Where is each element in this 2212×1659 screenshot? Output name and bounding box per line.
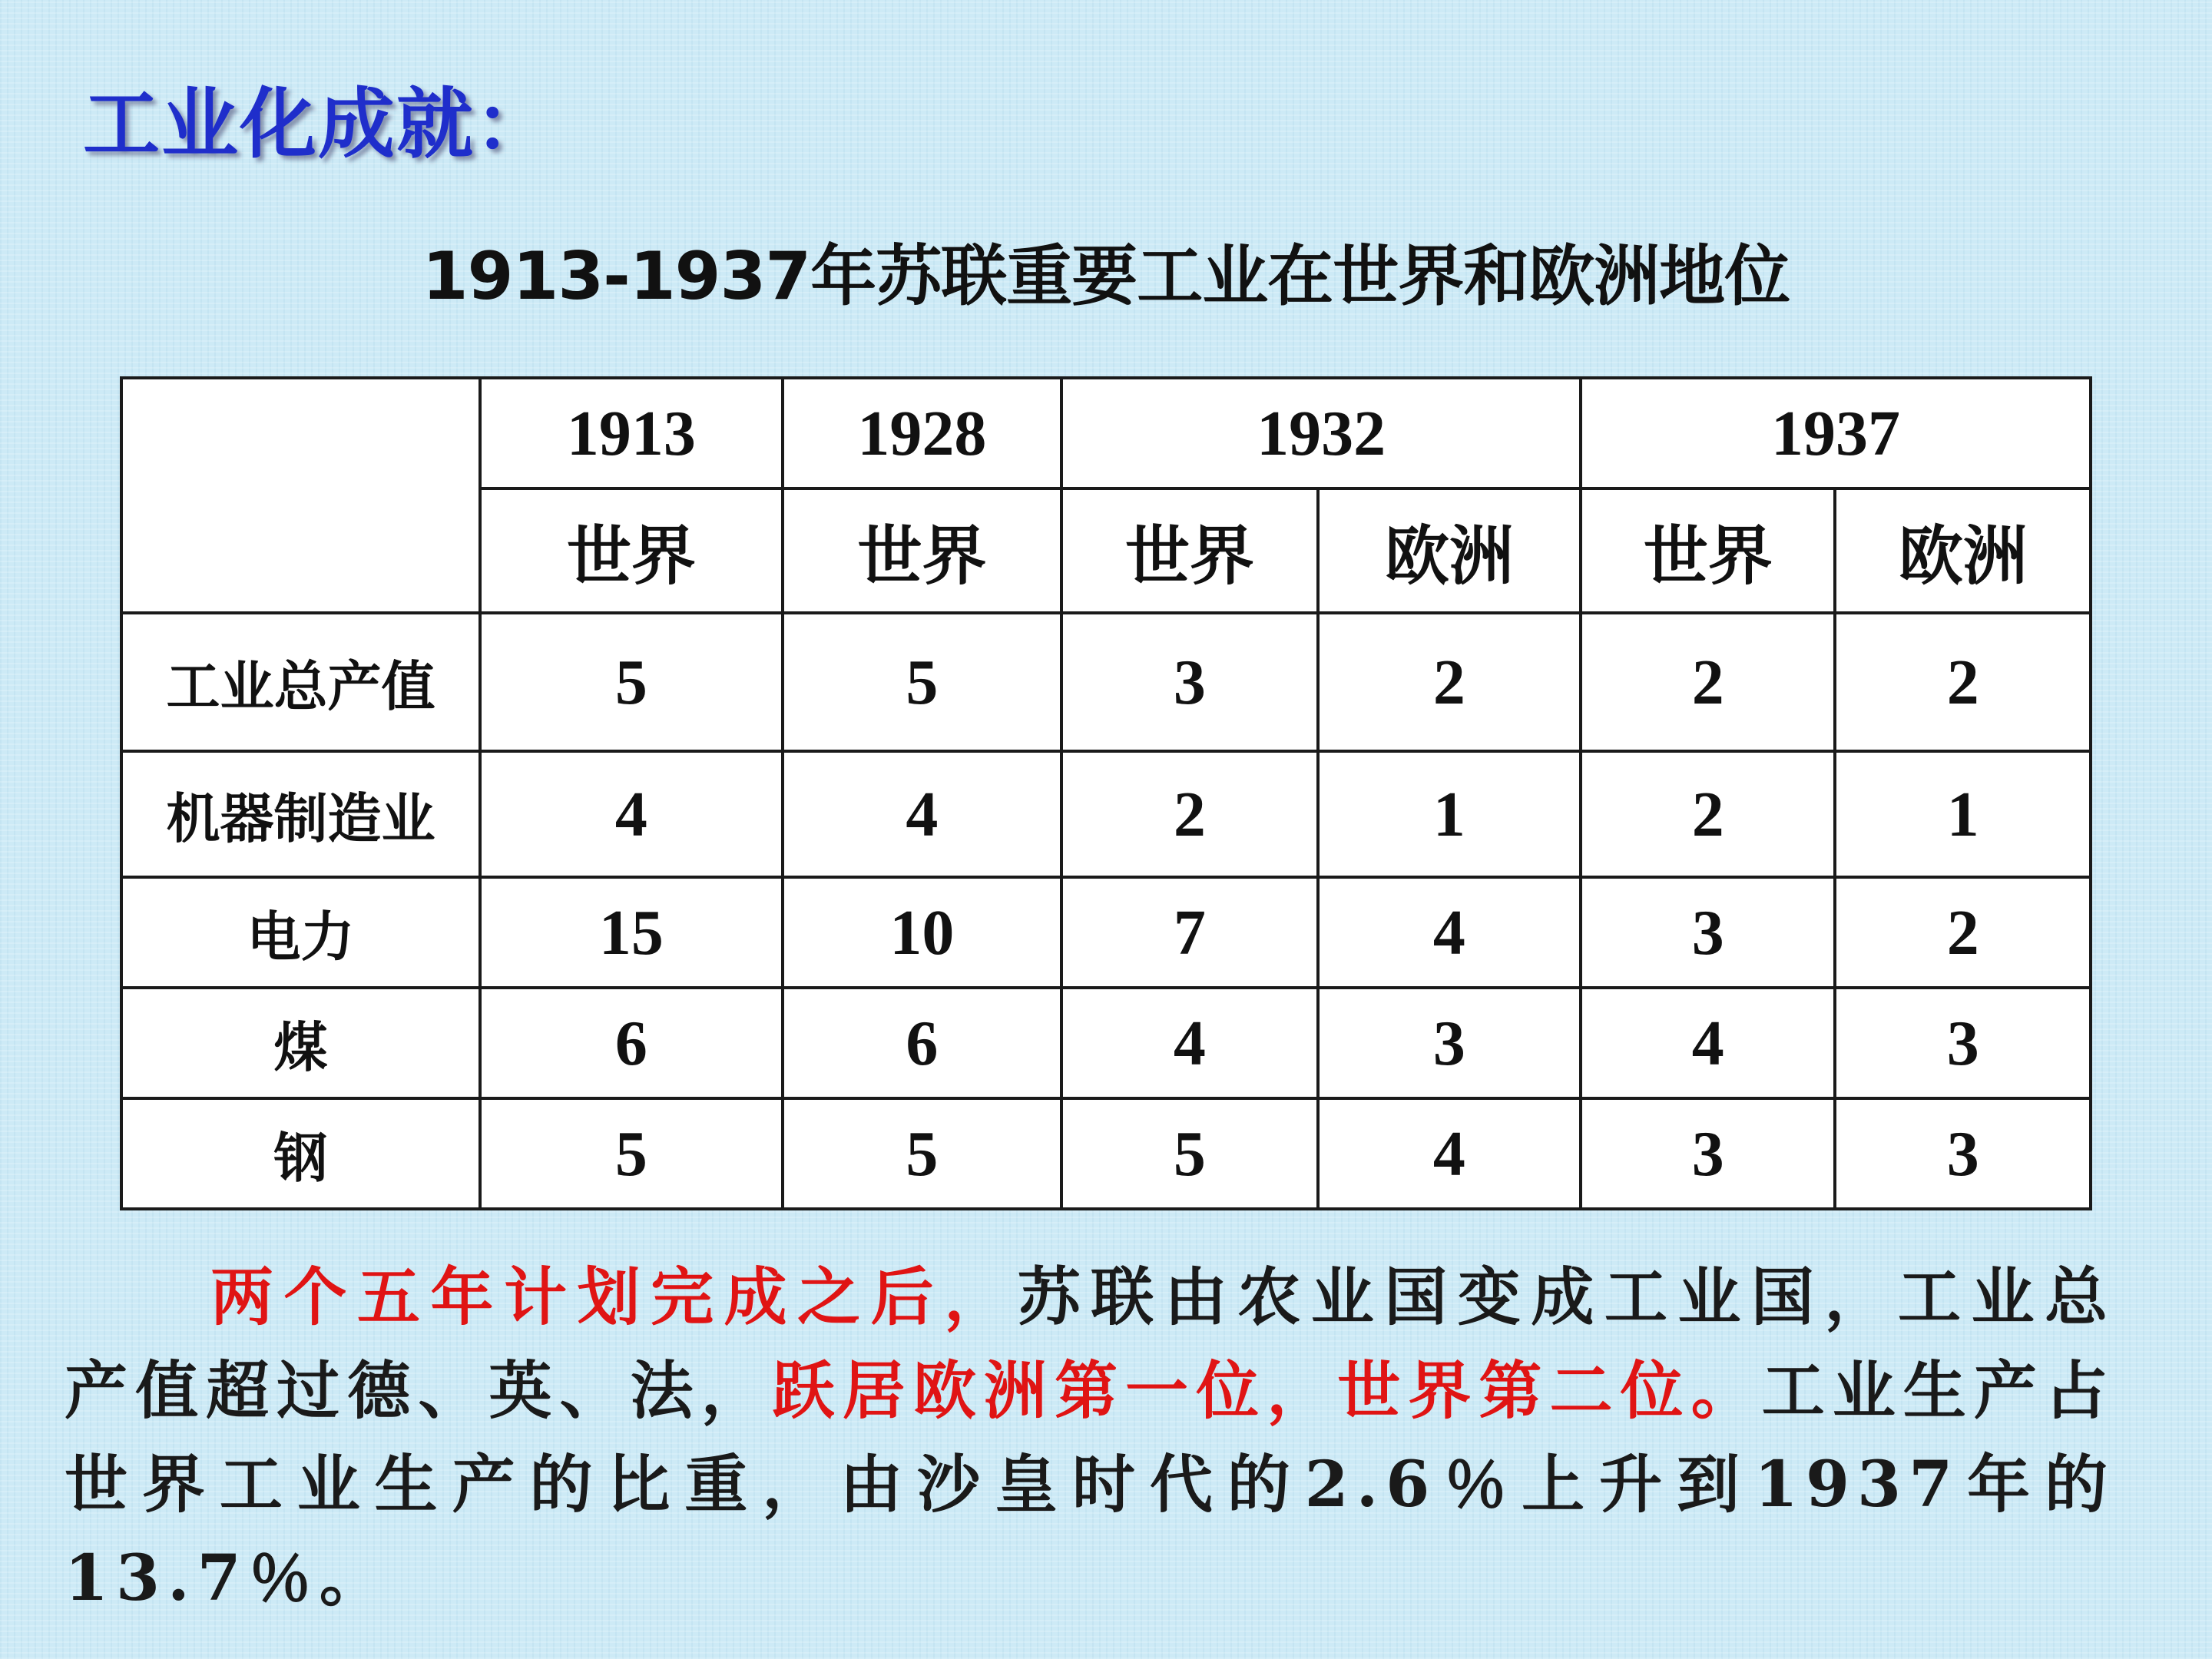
- scope-header: 欧洲: [1835, 488, 2091, 613]
- summary-paragraph: [65, 1250, 2115, 1625]
- rank-cell: 5: [783, 1098, 1062, 1209]
- rank-cell: 5: [1061, 1098, 1317, 1209]
- rank-cell: 3: [1835, 988, 2091, 1098]
- row-label: 钢: [121, 1098, 480, 1209]
- table-row: [121, 613, 2091, 751]
- row-label: 煤: [121, 988, 480, 1098]
- rank-cell: 4: [1318, 877, 1581, 988]
- row-label: 电力: [121, 877, 480, 988]
- year-header: 1928: [783, 378, 1062, 488]
- table-row: [121, 1098, 2091, 1209]
- year-header: 1932: [1061, 378, 1581, 488]
- table-row: [121, 877, 2091, 988]
- rank-cell: 4: [480, 751, 783, 877]
- rank-cell: 10: [783, 877, 1062, 988]
- rank-cell: 4: [1318, 1098, 1581, 1209]
- body-text: 工业生产占世界工业生产的比重，由沙皇时代的2.6％上升到1937年的13.7％。: [65, 1354, 2115, 1615]
- highlight-text: 两个五年计划完成之后，: [210, 1260, 1018, 1334]
- industry-rank-table: [120, 376, 2092, 1210]
- year-header: 1913: [480, 378, 783, 488]
- rank-cell: 1: [1835, 751, 2091, 877]
- row-label: 机器制造业: [121, 751, 480, 877]
- rank-cell: 1: [1318, 751, 1581, 877]
- scope-header: 世界: [783, 488, 1062, 613]
- rank-cell: 5: [480, 613, 783, 751]
- rank-cell: 7: [1061, 877, 1317, 988]
- rank-cell: 2: [1318, 613, 1581, 751]
- year-header-row: [121, 378, 2091, 488]
- scope-header: 世界: [1061, 488, 1317, 613]
- rank-cell: 6: [783, 988, 1062, 1098]
- scope-header: 世界: [1581, 488, 1835, 613]
- rank-cell: 3: [1318, 988, 1581, 1098]
- rank-cell: 5: [783, 613, 1062, 751]
- rank-cell: 15: [480, 877, 783, 988]
- scope-header: 世界: [480, 488, 783, 613]
- rank-cell: 3: [1835, 1098, 2091, 1209]
- body-text: 苏联由农业国变成工业国，工业总产值超过德、英、法，: [65, 1260, 2115, 1428]
- rank-cell: 6: [480, 988, 783, 1098]
- page-title: 工业化成就：: [83, 79, 553, 169]
- rank-cell: 3: [1581, 1098, 1835, 1209]
- scope-header: 欧洲: [1318, 488, 1581, 613]
- table-row: [121, 751, 2091, 877]
- rank-cell: 3: [1061, 613, 1317, 751]
- year-header: 1937: [1581, 378, 2091, 488]
- rank-cell: 2: [1581, 613, 1835, 751]
- highlight-text: 跃居欧洲第一位，世界第二位。: [771, 1354, 1762, 1428]
- table-row: [121, 988, 2091, 1098]
- rank-cell: 2: [1581, 751, 1835, 877]
- row-label: 工业总产值: [121, 613, 480, 751]
- rank-cell: 2: [1835, 877, 2091, 988]
- rank-cell: 5: [480, 1098, 783, 1209]
- rank-cell: 2: [1061, 751, 1317, 877]
- rank-cell: 4: [1581, 988, 1835, 1098]
- rank-cell: 2: [1835, 613, 2091, 751]
- corner-cell: [121, 378, 480, 613]
- rank-cell: 4: [783, 751, 1062, 877]
- table-title: 1913-1937年苏联重要工业在世界和欧洲地位: [422, 238, 1790, 315]
- rank-cell: 4: [1061, 988, 1317, 1098]
- rank-cell: 3: [1581, 877, 1835, 988]
